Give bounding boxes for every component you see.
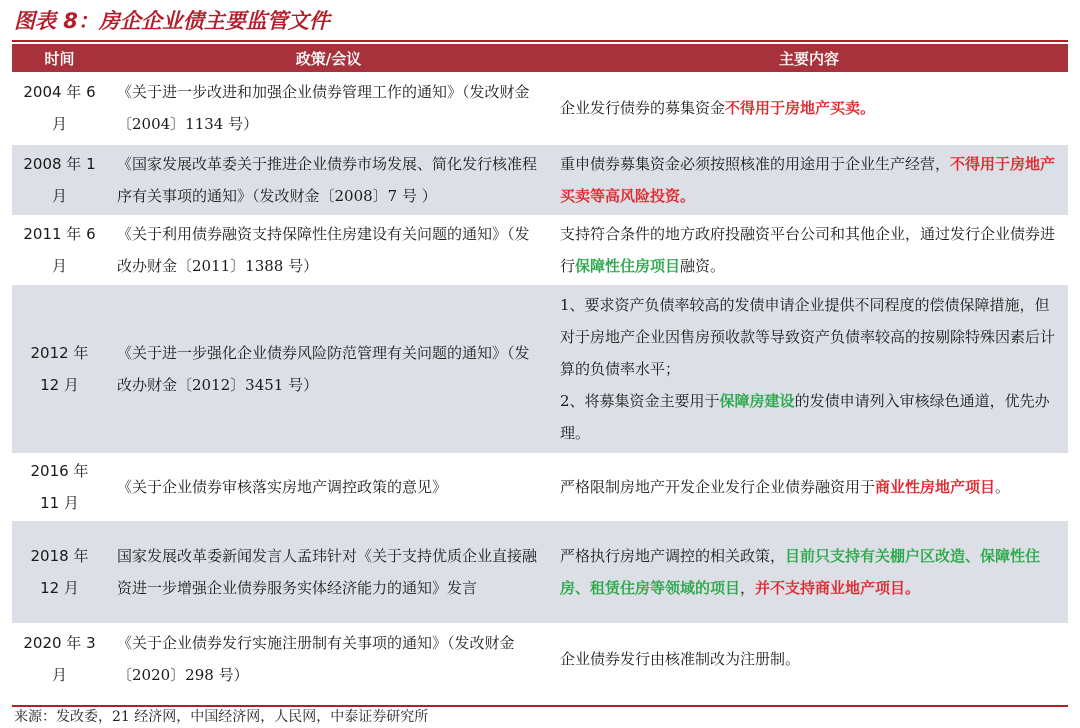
content-text: 1、要求资产负债率较高的发债申请企业提供不同程度的偿债保障措施，但对于房地产企业因售房预收款等导致资产负债率较高的按剔除特殊因素后计算的负债率水平； [560, 296, 1056, 378]
table-row [12, 144, 1068, 216]
content-text: 企业发行债券的募集资金 [560, 98, 726, 117]
row-content [550, 144, 1068, 216]
content-text: 企业债券发行由核准制改为注册制。 [560, 650, 801, 668]
content-text: 的发债申请列入审核绿色通道，优先办理。 [560, 392, 1050, 442]
source-note: 来源：发改委，21 经济网，中国经济网，人民网，中泰证券研究所 [14, 709, 429, 725]
row-policy: 《关于进一步强化企业债券风险防范管理有关问题的通知》（发改办财金〔2012〕3451 号） [107, 284, 550, 454]
content-text: 。 [995, 478, 1011, 496]
row-policy: 《关于企业债券审核落实房地产调控政策的意见》 [107, 454, 550, 520]
header-time: 时间 [12, 44, 107, 72]
row-policy: 《国家发展改革委关于推进企业债券市场发展、简化发行核准程序有关事项的通知》（发改财金〔2008〕7 号 ） [107, 144, 550, 216]
row-policy: 《关于企业债券发行实施注册制有关事项的通知》（发改财金〔2020〕298 号） [107, 624, 550, 694]
table-row [12, 454, 1068, 520]
table-row [12, 520, 1068, 624]
row-policy: 《关于进一步改进和加强企业债券管理工作的通知》（发改财金〔2004〕1134 号） [107, 72, 550, 144]
highlighted-text: 目前只支持有关棚户区改造、保障性住房、租赁住房等领域的项目 [560, 547, 1041, 597]
title-rule [12, 40, 1068, 42]
row-content [550, 72, 1068, 144]
table-row [12, 284, 1068, 454]
content-text: 严格限制房地产开发企业发行企业债券融资用于 [560, 478, 876, 496]
figure-title: 图表 8：房企企业债主要监管文件 [14, 9, 330, 33]
row-time: 2016 年 11 月 [12, 454, 107, 520]
header-row [12, 44, 1068, 72]
row-content [550, 454, 1068, 520]
policy-table [12, 44, 1068, 695]
row-content [550, 520, 1068, 624]
content-text: 融资。 [680, 257, 726, 275]
table-row [12, 624, 1068, 694]
row-time: 2018 年 12 月 [12, 520, 107, 624]
row-time: 2004 年 6 月 [12, 72, 107, 144]
header-content: 主要内容 [550, 44, 1068, 72]
highlighted-text: 商业性房地产项目 [875, 478, 996, 496]
row-policy: 《关于利用债券融资支持保障性住房建设有关问题的通知》（发改办财金〔2011〕1388 号） [107, 216, 550, 284]
row-time: 2012 年 12 月 [12, 284, 107, 454]
content-text: 重申债券募集资金必须按照核准的用途用于企业生产经营， [560, 155, 951, 173]
row-time: 2011 年 6 月 [12, 216, 107, 284]
row-time: 2020 年 3 月 [12, 624, 107, 694]
row-policy: 国家发展改革委新闻发言人孟玮针对《关于支持优质企业直接融资进一步增强企业债券服务实体经济能力的通知》发言 [107, 520, 550, 624]
table-row [12, 72, 1068, 144]
highlighted-text: 保障性住房项目 [575, 257, 681, 275]
highlighted-text: 保障房建设 [719, 392, 795, 410]
content-text: 支持符合条件的地方政府投融资平台公司和其他企业，通过发行企业债券进行 [560, 225, 1056, 275]
highlighted-text: 不得用于房地产买卖等高风险投资。 [560, 155, 1056, 205]
row-content [550, 216, 1068, 284]
highlighted-text: 并不支持商业地产项目。 [755, 579, 921, 597]
content-text: 2、将募集资金主要用于 [560, 392, 720, 410]
row-content [550, 284, 1068, 454]
highlighted-text: 不得用于房地产买卖。 [725, 98, 876, 117]
row-content [550, 624, 1068, 694]
row-time: 2008 年 1 月 [12, 144, 107, 216]
table-row [12, 216, 1068, 284]
content-text: 严格执行房地产调控的相关政策， [560, 547, 786, 565]
content-text: ， [740, 579, 756, 597]
header-policy: 政策/会议 [107, 44, 550, 72]
